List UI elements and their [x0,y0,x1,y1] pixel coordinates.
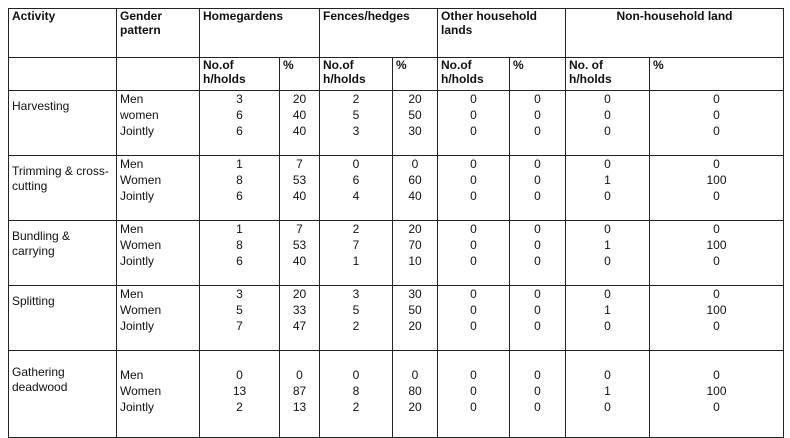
header-fences-hedges: Fences/hedges [320,9,438,58]
value: 1 [604,238,611,252]
value-cell-nh-n [566,351,650,438]
value: 20 [408,92,422,106]
subheader-blank-gender [117,58,200,91]
value: 0 [411,368,419,382]
value-cell-fh-n [320,221,393,286]
value: 5 [352,108,360,122]
value: 1 [236,222,243,236]
activity-cell: Splitting [9,286,117,351]
value-cell-hg-n [200,221,280,286]
value-cell-hg-p [280,91,320,156]
value: 0 [713,108,720,122]
value-cell-hg-n [200,351,280,438]
value: 6 [236,108,243,122]
value-cell-oh-n [438,286,510,351]
value: 30 [408,287,422,301]
value: 100 [706,303,727,317]
value: 0 [470,254,477,268]
value: 0 [236,368,243,382]
value: 0 [534,124,541,138]
value: 0 [604,287,611,301]
value: 0 [470,368,477,382]
value-cell-hg-n [200,286,280,351]
value: 40 [408,189,422,203]
value: 0 [296,368,303,382]
subheader-nh-households: No. of h/holds [566,58,650,91]
value: 6 [236,124,243,138]
gender-label: women [120,108,159,122]
value: 8 [236,173,243,187]
value-cell-oh-p [510,156,566,221]
value: 0 [604,368,611,382]
subheader-blank-activity [9,58,117,91]
value-cell-hg-p [280,156,320,221]
subheader-hg-percent: % [280,58,320,91]
value: 0 [534,303,541,317]
value-cell-oh-n [438,91,510,156]
value: 53 [292,173,307,187]
subheader-fh-percent: % [393,58,438,91]
value: 0 [534,254,541,268]
value: 0 [470,303,477,317]
value-cell-nh-n [566,91,650,156]
value: 87 [292,384,307,398]
value: 20 [408,400,422,414]
value: 8 [236,238,243,252]
header-other-household-lands: Other household lands [438,9,566,58]
value-cell-nh-p [650,351,784,438]
value: 0 [604,222,611,236]
value-cell-nh-n [566,286,650,351]
value: 0 [534,238,541,252]
value: 33 [292,303,307,317]
value: 1 [604,384,611,398]
value-cell-nh-p [650,91,784,156]
value: 2 [352,400,360,414]
value: 0 [470,319,477,333]
activity-cell: Trimming & cross-cutting [9,156,117,221]
value: 6 [352,173,360,187]
value: 7 [296,157,303,171]
value-cell-fh-n [320,91,393,156]
value: 20 [408,222,422,236]
value: 20 [292,92,307,106]
gender-label: Jointly [120,254,155,268]
value: 1 [604,173,611,187]
value-cell-hg-n [200,91,280,156]
value-cell-oh-n [438,221,510,286]
value: 0 [604,254,611,268]
value: 100 [706,238,727,252]
value: 40 [292,189,307,203]
value: 0 [713,368,720,382]
value-cell-oh-p [510,91,566,156]
value: 0 [470,173,477,187]
header-row [9,9,784,58]
value-cell-oh-n [438,351,510,438]
value: 3 [352,124,360,138]
value-cell-oh-p [510,221,566,286]
value-cell-hg-n [200,156,280,221]
value: 2 [352,222,360,236]
value: 0 [470,124,477,138]
value: 40 [292,124,307,138]
value: 1 [604,303,611,317]
value: 3 [236,287,243,301]
value: 6 [236,189,243,203]
table-row [9,286,784,351]
value: 13 [232,384,247,398]
value: 0 [470,108,477,122]
value: 0 [470,92,477,106]
table-row [9,156,784,221]
gender-label: Jointly [120,400,155,414]
value: 80 [408,384,422,398]
activity-cell: Harvesting [9,91,117,156]
gender-label: Men [120,368,144,382]
value-cell-fh-n [320,351,393,438]
gender-cell [117,286,200,351]
value: 0 [534,384,541,398]
gender-label: Jointly [120,319,155,333]
subheader-fh-households: No.of h/holds [320,58,393,91]
subheader-oh-households: No.of h/holds [438,58,510,91]
value: 0 [352,368,360,382]
header-non-household-land: Non-household land [566,9,784,58]
subheader-row [9,58,784,91]
value: 4 [352,189,360,203]
value: 0 [470,238,477,252]
value-cell-nh-p [650,156,784,221]
value: 0 [604,400,611,414]
gender-label: Men [120,287,144,301]
value: 0 [713,287,720,301]
value: 7 [296,222,303,236]
value: 100 [706,384,727,398]
value: 47 [292,319,307,333]
value-cell-fh-p [393,91,438,156]
value: 0 [534,173,541,187]
gender-cell [117,156,200,221]
value: 0 [470,400,477,414]
value-cell-hg-p [280,221,320,286]
value: 0 [713,254,720,268]
value: 0 [352,157,360,171]
value: 0 [604,92,611,106]
gender-label: Men [120,222,144,236]
value: 1 [236,157,243,171]
value-cell-fh-p [393,351,438,438]
value: 8 [352,384,360,398]
table-row [9,351,784,438]
value: 0 [470,189,477,203]
value: 0 [534,319,541,333]
value: 5 [352,303,360,317]
gender-label: Women [120,303,162,317]
value-cell-nh-n [566,221,650,286]
gender-label: Women [120,384,162,398]
value: 0 [534,92,541,106]
value: 0 [470,222,477,236]
value: 2 [352,319,360,333]
value-cell-nh-n [566,156,650,221]
value-cell-fh-p [393,221,438,286]
value: 0 [713,400,720,414]
gender-cell [117,351,200,438]
table-body [9,91,784,438]
value: 20 [408,319,422,333]
value: 60 [408,173,422,187]
value: 0 [604,108,611,122]
value: 0 [534,368,541,382]
value-cell-hg-p [280,286,320,351]
value: 2 [236,400,243,414]
value: 0 [470,287,477,301]
table-row [9,91,784,156]
value: 53 [292,238,307,252]
gender-label: Women [120,238,162,252]
gender-label: Jointly [120,189,155,203]
value: 40 [292,254,307,268]
value: 20 [292,287,307,301]
subheader-hg-households: No.of h/holds [200,58,280,91]
value: 0 [470,157,477,171]
gender-cell [117,91,200,156]
value: 3 [352,287,360,301]
activity-cell: Gathering deadwood [9,351,117,438]
header-gender-pattern: Gender pattern [117,9,200,58]
value: 50 [408,108,422,122]
subheader-nh-percent: % [650,58,784,91]
value: 70 [408,238,422,252]
value: 0 [713,157,720,171]
activity-cell: Bundling & carrying [9,221,117,286]
data-table [8,8,784,438]
gender-label: Men [120,92,144,106]
value-cell-oh-p [510,351,566,438]
value: 7 [352,238,360,252]
value: 0 [713,319,720,333]
value: 7 [236,319,243,333]
value-cell-hg-p [280,351,320,438]
value: 0 [713,92,720,106]
value: 0 [604,319,611,333]
value: 3 [236,92,243,106]
value: 10 [408,254,422,268]
value: 0 [604,157,611,171]
gender-cell [117,221,200,286]
value: 0 [713,189,720,203]
value: 0 [534,222,541,236]
value: 0 [411,157,419,171]
value: 100 [706,173,727,187]
value: 2 [352,92,360,106]
value: 0 [534,108,541,122]
value-cell-fh-p [393,156,438,221]
value-cell-oh-p [510,286,566,351]
subheader-oh-percent: % [510,58,566,91]
value: 0 [534,157,541,171]
value: 0 [470,384,477,398]
header-homegardens: Homegardens [200,9,320,58]
value-cell-nh-p [650,286,784,351]
value: 40 [292,108,307,122]
value: 50 [408,303,422,317]
value-cell-nh-p [650,221,784,286]
gender-label: Jointly [120,124,155,138]
value-cell-fh-n [320,156,393,221]
value: 0 [713,222,720,236]
value-cell-fh-n [320,286,393,351]
value-cell-oh-n [438,156,510,221]
value: 0 [604,124,611,138]
value: 0 [534,287,541,301]
gender-label: Women [120,173,162,187]
value: 13 [292,400,307,414]
value: 0 [713,124,720,138]
value: 1 [352,254,360,268]
value: 30 [408,124,422,138]
gender-label: Men [120,157,144,171]
value: 0 [534,189,541,203]
value: 0 [534,400,541,414]
value: 5 [236,303,243,317]
value: 6 [236,254,243,268]
header-activity: Activity [9,9,117,58]
table-row [9,221,784,286]
value-cell-fh-p [393,286,438,351]
value: 0 [604,189,611,203]
